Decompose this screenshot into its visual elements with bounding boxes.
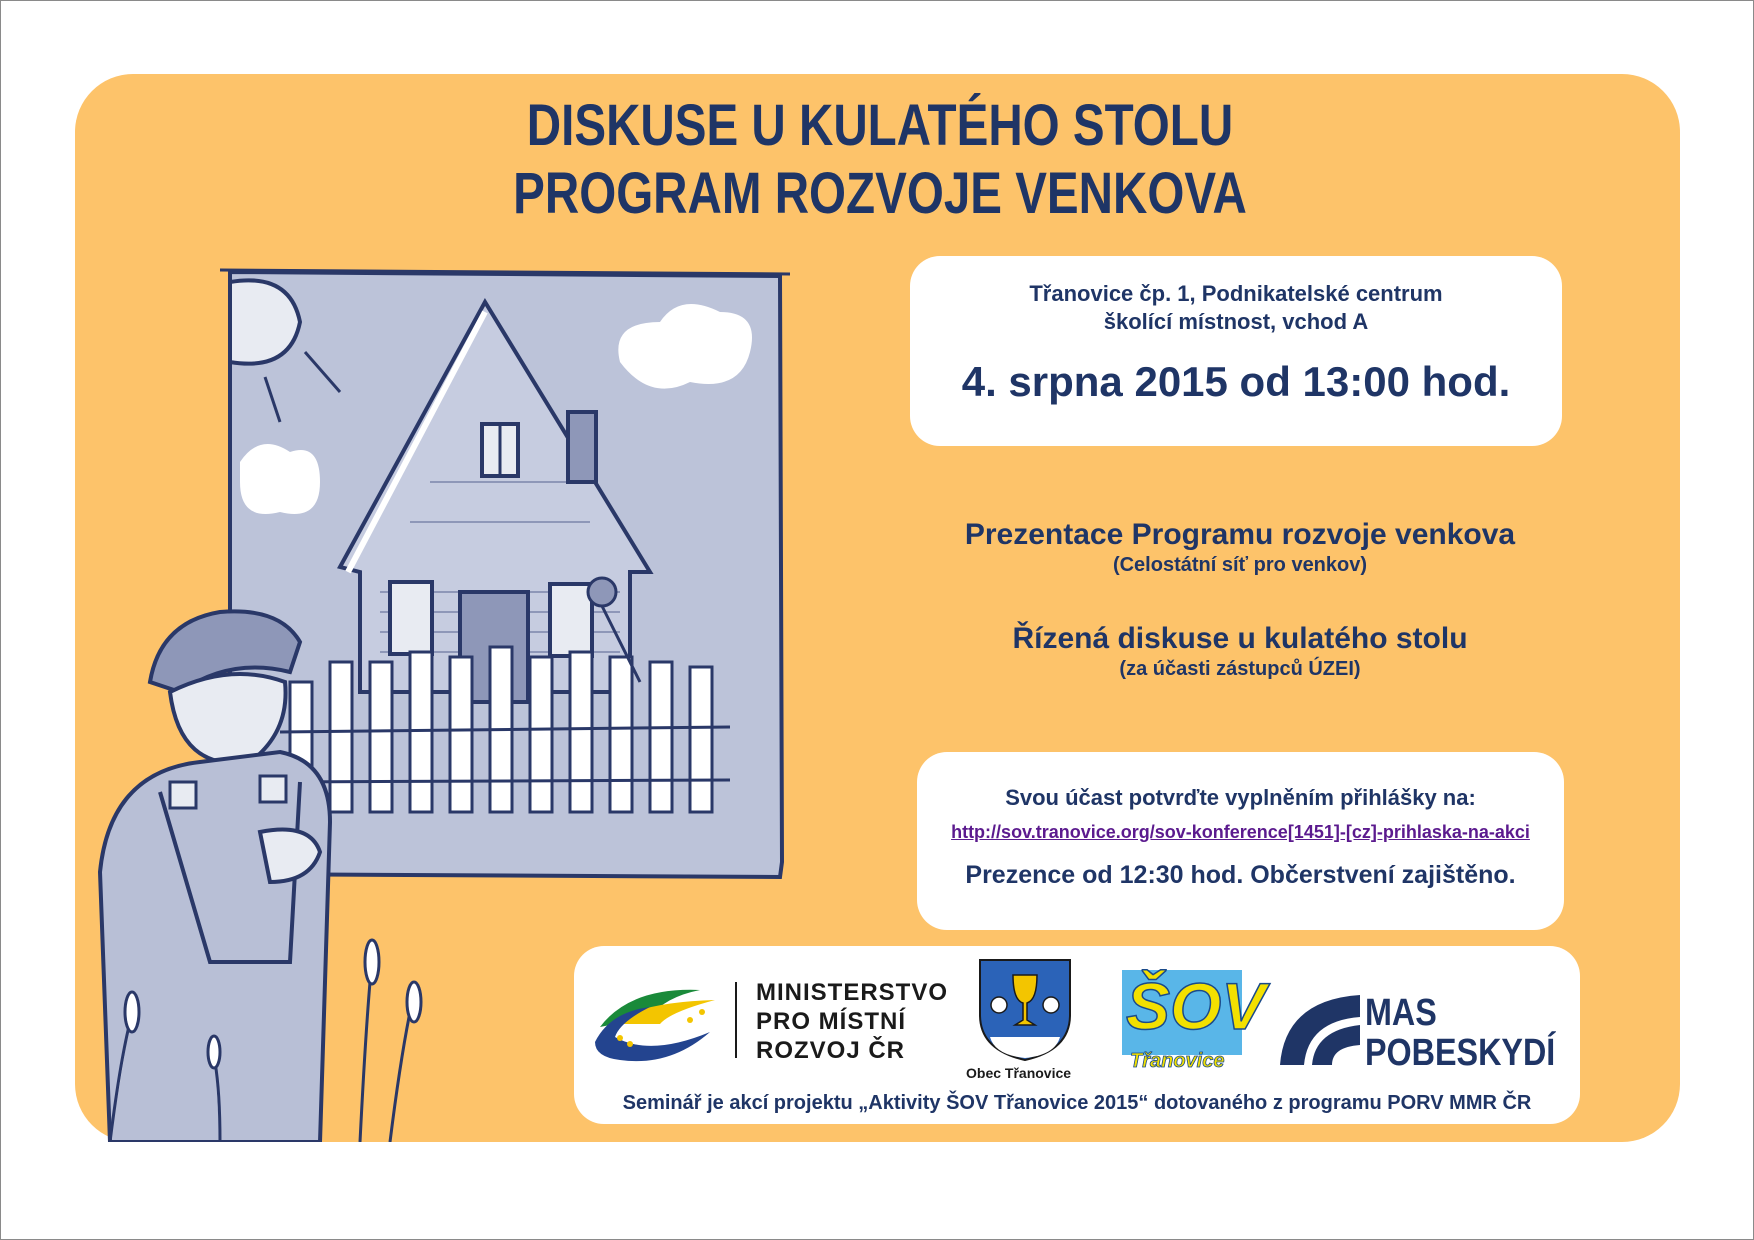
presence-info: Prezence od 12:30 hod. Občerstvení zajištěno.	[965, 861, 1516, 889]
sov-town: Třanovice	[1130, 1050, 1225, 1072]
ministry-line3: ROZVOJ ČR	[756, 1037, 906, 1064]
sov-letters: ŠOV	[1126, 969, 1266, 1043]
mas-logo-icon	[1280, 995, 1365, 1065]
program-item-2	[900, 622, 1580, 681]
program-item-1-sub: (Celostátní síť pro venkov)	[1112, 554, 1368, 576]
mas-line1: MAS	[1365, 992, 1437, 1034]
registration-link[interactable]: http://sov.tranovice.org/sov-konference[1451]-[cz]-prihlaska-na-akci	[951, 822, 1530, 842]
sov-logo	[1122, 950, 1266, 1080]
title-line-2: PROGRAM ROZVOJE VENKOVA	[513, 161, 1247, 226]
venue-address-line1: Třanovice čp. 1, Podnikatelské centrum	[1029, 281, 1443, 306]
registration-prompt: Svou účast potvrďte vyplněním přihlášky na:	[1005, 785, 1476, 810]
obec-coat-of-arms-icon	[975, 955, 1075, 1065]
program-item-1-title: Prezentace Programu rozvoje venkova	[964, 518, 1516, 551]
ministry-name	[756, 978, 948, 1065]
seminar-footer: Seminář je akcí projektu „Aktivity ŠOV Třanovice 2015“ dotovaného z programu PORV MMR ČR	[622, 1092, 1532, 1114]
venue-address-line2: školící místnost, vchod A	[1103, 309, 1369, 334]
ministry-line1: MINISTERSTVO	[756, 979, 949, 1006]
registration-box	[917, 752, 1564, 930]
venue-box	[910, 256, 1562, 446]
program-item-2-sub: (za účasti zástupců ÚZEI)	[1119, 658, 1361, 680]
event-datetime: 4. srpna 2015 od 13:00 hod.	[961, 358, 1511, 405]
obec-label: Obec Třanovice	[966, 1065, 1072, 1081]
program-item-1	[900, 518, 1580, 577]
mas-line2: POBESKYDÍ	[1365, 1032, 1556, 1074]
ministry-divider	[735, 982, 737, 1058]
title-line-1: DISKUSE U KULATÉHO STOLU	[526, 93, 1234, 158]
program-item-2-title: Řízená diskuse u kulatého stolu	[1012, 622, 1468, 655]
ministry-logo-icon	[590, 982, 720, 1062]
ministry-line2: PRO MÍSTNÍ	[756, 1008, 907, 1035]
mas-name	[1365, 993, 1555, 1073]
